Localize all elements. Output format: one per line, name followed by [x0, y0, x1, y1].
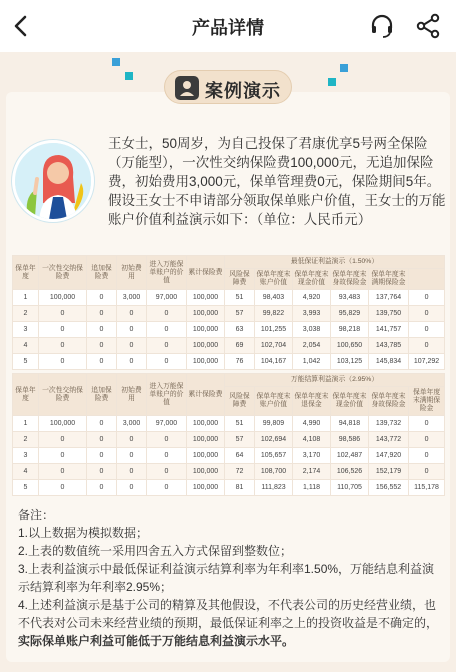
table-cell: 0: [147, 464, 187, 480]
table-cell: 105,657: [255, 448, 293, 464]
col-header: 保单年度末现金价值: [331, 387, 369, 416]
table-cell: 0: [409, 432, 445, 448]
table-cell: 145,834: [369, 354, 409, 370]
table-cell: 100,000: [187, 480, 225, 496]
table-cell: 0: [39, 480, 87, 496]
table-cell: 0: [117, 464, 147, 480]
table-cell: 0: [39, 306, 87, 322]
table-cell: 64: [225, 448, 255, 464]
table-row: [13, 290, 445, 306]
table-cell: 0: [87, 338, 117, 354]
table-cell: 2: [13, 432, 39, 448]
table-cell: 0: [409, 290, 445, 306]
col-header: 一次性交纳保险费: [39, 374, 87, 416]
col-header: 保单年度末现金价值: [293, 269, 331, 290]
table-cell: 99,809: [255, 416, 293, 432]
table-cell: 97,000: [147, 416, 187, 432]
col-header: 追加保险费: [87, 374, 117, 416]
table-cell: 107,292: [409, 354, 445, 370]
top-bar: [0, 0, 456, 52]
table-cell: 5: [13, 354, 39, 370]
table-cell: 98,218: [331, 322, 369, 338]
table-cell: 100,000: [39, 290, 87, 306]
table-cell: 69: [225, 338, 255, 354]
table-cell: 102,704: [255, 338, 293, 354]
table-cell: 1,118: [293, 480, 331, 496]
decor-square: [340, 64, 348, 72]
table-cell: 4,920: [293, 290, 331, 306]
table-cell: 3,000: [117, 290, 147, 306]
table-cell: 110,705: [331, 480, 369, 496]
col-header: 保单年度: [13, 256, 39, 290]
table-cell: 4: [13, 338, 39, 354]
table-cell: 100,000: [187, 432, 225, 448]
table-cell: 156,552: [369, 480, 409, 496]
table-cell: 0: [409, 322, 445, 338]
table-cell: 100,000: [187, 464, 225, 480]
banner-title: 案例演示: [205, 81, 281, 101]
table-cell: 72: [225, 464, 255, 480]
table-cell: 0: [39, 464, 87, 480]
table-cell: 3,000: [117, 416, 147, 432]
table-cell: 0: [147, 322, 187, 338]
table-row: [13, 448, 445, 464]
table-cell: 111,823: [255, 480, 293, 496]
table-cell: 0: [409, 338, 445, 354]
case-banner: [164, 70, 292, 104]
table-cell: 5: [13, 480, 39, 496]
table-cell: 2,174: [293, 464, 331, 480]
table-cell: 0: [39, 338, 87, 354]
table-cell: 98,586: [331, 432, 369, 448]
table-cell: 106,526: [331, 464, 369, 480]
col-header: 保单年度: [13, 374, 39, 416]
table-cell: 100,000: [187, 448, 225, 464]
note-item: 2.上表的数值统一采用四舍五入方式保留到整数位；: [18, 544, 293, 558]
table-cell: 0: [87, 306, 117, 322]
col-header: 风险保障费: [225, 269, 255, 290]
note-item-bold: 实际保单账户利益可能低于万能结息利益演示水平。: [18, 634, 295, 648]
col-header: [409, 269, 445, 290]
table-row: [13, 354, 445, 370]
table-cell: 143,772: [369, 432, 409, 448]
table-row: [13, 306, 445, 322]
table-cell: 0: [117, 432, 147, 448]
table-cell: 0: [147, 448, 187, 464]
table-cell: 3: [13, 322, 39, 338]
table-cell: 100,000: [187, 354, 225, 370]
table-cell: 115,178: [409, 480, 445, 496]
col-header: 保单年度末身故保险金: [369, 387, 409, 416]
decor-square: [328, 78, 336, 86]
table-cell: 0: [117, 338, 147, 354]
table-cell: 102,694: [255, 432, 293, 448]
notes-section: [18, 506, 442, 650]
table-cell: 100,000: [187, 338, 225, 354]
table-cell: 0: [147, 338, 187, 354]
table-cell: 4: [13, 464, 39, 480]
table-cell: 0: [87, 480, 117, 496]
avatar: [12, 140, 94, 222]
col-header: 保单年度末满期保险金: [369, 269, 409, 290]
table-cell: 100,000: [187, 306, 225, 322]
table-cell: 3,038: [293, 322, 331, 338]
table-cell: 51: [225, 290, 255, 306]
table-cell: 1: [13, 290, 39, 306]
table-cell: 137,764: [369, 290, 409, 306]
table-cell: 4,108: [293, 432, 331, 448]
col-header: 进入万能保单账户的价值: [147, 374, 187, 416]
table-cell: 108,700: [255, 464, 293, 480]
person-icon: [175, 76, 199, 100]
table-cell: 98,403: [255, 290, 293, 306]
table-cell: 57: [225, 432, 255, 448]
table-cell: 0: [39, 448, 87, 464]
table-cell: 0: [87, 290, 117, 306]
table-cell: 0: [87, 448, 117, 464]
table-cell: 0: [117, 480, 147, 496]
table-cell: 3,993: [293, 306, 331, 322]
group-header: 最低保证利益演示（1.50%）: [225, 256, 445, 269]
table-row: [13, 322, 445, 338]
table-cell: 57: [225, 306, 255, 322]
col-header: 追加保险费: [87, 256, 117, 290]
note-item: 4.上述利益演示是基于公司的精算及其他假设，不代表公司的历史经营业绩，也不代表对公司未来经营业绩的预期，最低保证利率之上的投资收益是不确定的，: [18, 598, 439, 630]
table-cell: 103,125: [331, 354, 369, 370]
table-cell: 0: [117, 322, 147, 338]
table-cell: 100,000: [187, 290, 225, 306]
col-header: 保单年度末退保金: [293, 387, 331, 416]
group-header: 万能结算利益演示（2.95%）: [225, 374, 445, 387]
note-item: 3.上表利益演示中最低保证利益演示结算利率为年利率1.50%，万能结息利益演示结算利率为年利率2.95%；: [18, 562, 435, 594]
table-cell: 104,167: [255, 354, 293, 370]
col-header: 累计保险费: [187, 256, 225, 290]
table-cell: 0: [409, 306, 445, 322]
table-cell: 0: [409, 464, 445, 480]
case-intro-text: 王女士，50周岁，为自己投保了君康优享5号两全保险（万能型），一次性交纳保险费100,000元，无追加保险费，初始费用3,000元，保单管理费0元，保险期间5年。假设王女士不申请部分领取保单账户价值，王女士的万能账户价值利益演示如下：（单位：人民币元）: [108, 136, 446, 227]
table-cell: 0: [147, 480, 187, 496]
col-header: 保单年度末满期保险金: [409, 387, 445, 416]
table-cell: 0: [147, 306, 187, 322]
col-header: 保单年度末身故保险金: [331, 269, 369, 290]
page-title: 产品详情: [192, 18, 264, 38]
table-cell: 0: [87, 432, 117, 448]
table-cell: 51: [225, 416, 255, 432]
table-cell: 76: [225, 354, 255, 370]
table-cell: 0: [147, 354, 187, 370]
table-row: [13, 432, 445, 448]
table-cell: 0: [87, 416, 117, 432]
table-cell: 0: [39, 354, 87, 370]
table-cell: 0: [409, 416, 445, 432]
notes-title: 备注：: [18, 508, 55, 522]
table-cell: 0: [87, 322, 117, 338]
col-header: 进入万能保单账户的价值: [147, 256, 187, 290]
table-cell: 0: [87, 354, 117, 370]
table-cell: 100,650: [331, 338, 369, 354]
table-row: [13, 338, 445, 354]
min-guarantee-table: [12, 255, 445, 370]
table-cell: 0: [39, 322, 87, 338]
table-cell: 0: [117, 306, 147, 322]
table-cell: 63: [225, 322, 255, 338]
table-cell: 95,829: [331, 306, 369, 322]
table-cell: 100,000: [187, 416, 225, 432]
table-cell: 152,179: [369, 464, 409, 480]
table-cell: 101,255: [255, 322, 293, 338]
table-cell: 93,483: [331, 290, 369, 306]
col-header: 风险保障费: [225, 387, 255, 416]
table-cell: 3,170: [293, 448, 331, 464]
table-cell: 94,818: [331, 416, 369, 432]
col-header: 一次性交纳保险费: [39, 256, 87, 290]
table-cell: 102,487: [331, 448, 369, 464]
table-cell: 0: [87, 464, 117, 480]
table-cell: 0: [39, 432, 87, 448]
table-cell: 147,920: [369, 448, 409, 464]
decor-square: [112, 58, 120, 66]
table-cell: 0: [117, 448, 147, 464]
table-cell: 0: [409, 448, 445, 464]
col-header: 保单年度末账户价值: [255, 387, 293, 416]
table-cell: 0: [117, 354, 147, 370]
table-cell: 81: [225, 480, 255, 496]
table-row: [13, 464, 445, 480]
table-row: [13, 416, 445, 432]
table-cell: 0: [147, 432, 187, 448]
table-cell: 4,990: [293, 416, 331, 432]
col-header: 保单年度末账户价值: [255, 269, 293, 290]
universal-settlement-table: [12, 373, 445, 496]
table-cell: 2,054: [293, 338, 331, 354]
col-header: 累计保险费: [187, 374, 225, 416]
headset-icon[interactable]: [368, 12, 396, 40]
table-row: [13, 480, 445, 496]
col-header: 初始费用: [117, 256, 147, 290]
table-cell: 100,000: [39, 416, 87, 432]
table-cell: 1: [13, 416, 39, 432]
table-cell: 97,000: [147, 290, 187, 306]
table-cell: 1,042: [293, 354, 331, 370]
col-header: 初始费用: [117, 374, 147, 416]
note-item: 1.以上数据为模拟数据；: [18, 526, 149, 540]
table-cell: 141,757: [369, 322, 409, 338]
decor-square: [125, 72, 133, 80]
table-cell: 143,785: [369, 338, 409, 354]
table-cell: 2: [13, 306, 39, 322]
table-cell: 139,750: [369, 306, 409, 322]
table-cell: 99,822: [255, 306, 293, 322]
table-cell: 100,000: [187, 322, 225, 338]
share-icon[interactable]: [414, 12, 442, 40]
table-cell: 139,732: [369, 416, 409, 432]
table-cell: 3: [13, 448, 39, 464]
